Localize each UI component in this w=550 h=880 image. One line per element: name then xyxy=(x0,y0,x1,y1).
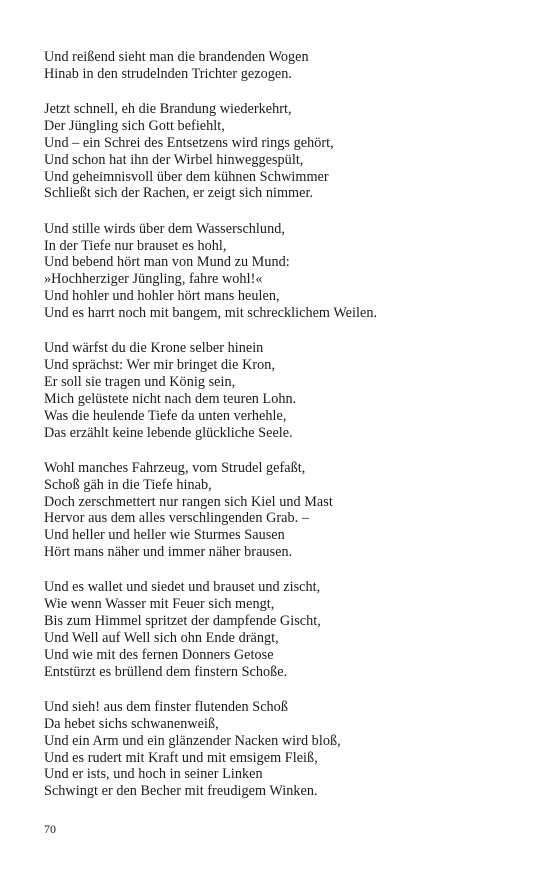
verse-line: Er soll sie tragen und König sein, xyxy=(44,374,236,390)
verse-line: Und bebend hört man von Mund zu Mund: xyxy=(44,254,290,271)
verse-line: In der Tiefe nur brauset es hohl, xyxy=(44,237,227,254)
verse-line: Jetzt schnell, eh die Brandung wiederkehrt, xyxy=(44,101,292,118)
stanza-2 xyxy=(44,101,514,202)
stanza-4 xyxy=(44,340,514,441)
page-number: 70 xyxy=(44,822,56,836)
verse-line: Und – ein Schrei des Entsetzens wird rings gehört, xyxy=(44,134,334,151)
verse-line: Das erzählt keine lebende glückliche Seele. xyxy=(44,424,293,441)
verse-line: Der Jüngling sich Gott befiehlt, xyxy=(44,118,225,135)
stanza-3 xyxy=(44,221,514,322)
verse-line: Und geheimnisvoll über dem kühnen Schwimmer xyxy=(44,168,329,185)
verse-line: Schließt sich der Rachen, er zeigt sich nimmer. xyxy=(44,185,314,202)
verse-line: Was die heulende Tiefe da unten verhehle, xyxy=(44,407,287,424)
verse-line: Schwingt er den Becher mit freudigem Winken. xyxy=(44,783,318,800)
verse-line: Da hebet sichs schwanenweiß, xyxy=(44,715,219,732)
stanza-7 xyxy=(44,699,514,800)
verse-line: Schoß gäh in die Tiefe hinab, xyxy=(44,476,212,493)
verse-line: Und heller und heller wie Sturmes Sausen xyxy=(44,527,285,544)
verse-line: Hinab in den strudelnden Trichter gezogen. xyxy=(44,65,292,82)
stanza-5 xyxy=(44,460,514,561)
verse-line: Doch zerschmettert nur rangen sich Kiel und Mast xyxy=(44,493,333,510)
verse-line: Und Well auf Well sich ohn Ende drängt, xyxy=(44,629,279,646)
verse-line: Und stille wirds über dem Wasserschlund, xyxy=(44,220,285,237)
verse-line: Und sprächst: Wer mir bringet die Kron, xyxy=(44,357,276,374)
verse-line: Wie wenn Wasser mit Feuer sich mengt, xyxy=(44,596,275,613)
verse-line: Und sieh! aus dem finster flutenden Schoß xyxy=(44,699,288,715)
verse-line: Und schon hat ihn der Wirbel hinweggespült, xyxy=(44,151,304,168)
verse-line: Und es rudert mit Kraft und mit emsigem Fleiß, xyxy=(44,749,318,766)
verse-line: »Hochherziger Jüngling, fahre wohl!« xyxy=(44,271,263,288)
verse-line: Und es wallet und siedet und brauset und zischt, xyxy=(44,579,321,596)
verse-line: Bis zum Himmel spritzet der dampfende Gischt, xyxy=(44,613,321,630)
verse-line: Und wärfst du die Krone selber hinein xyxy=(44,340,264,357)
stanza-6 xyxy=(44,579,514,680)
verse-line: Wohl manches Fahrzeug, vom Strudel gefaßt, xyxy=(44,459,306,476)
verse-line: Entstürzt es brüllend dem finstern Schoße. xyxy=(44,663,288,680)
verse-line: Und er ists, und hoch in seiner Linken xyxy=(44,766,263,783)
verse-line: Und es harrt noch mit bangem, mit schrecklichem Weilen. xyxy=(44,304,378,321)
poem-text xyxy=(44,49,514,819)
stanza-1 xyxy=(44,49,514,83)
verse-line: Mich gelüstete nicht nach dem teuren Lohn. xyxy=(44,390,297,407)
verse-line: Hört mans näher und immer näher brausen. xyxy=(44,544,293,561)
verse-line: Hervor aus dem alles verschlingenden Grab. – xyxy=(44,510,309,527)
verse-line: Und reißend sieht man die brandenden Wogen xyxy=(44,49,309,65)
verse-line: Und wie mit des fernen Donners Getose xyxy=(44,646,274,663)
verse-line: Und ein Arm und ein glänzender Nacken wird bloß, xyxy=(44,732,341,749)
verse-line: Und hohler und hohler hört mans heulen, xyxy=(44,288,280,305)
